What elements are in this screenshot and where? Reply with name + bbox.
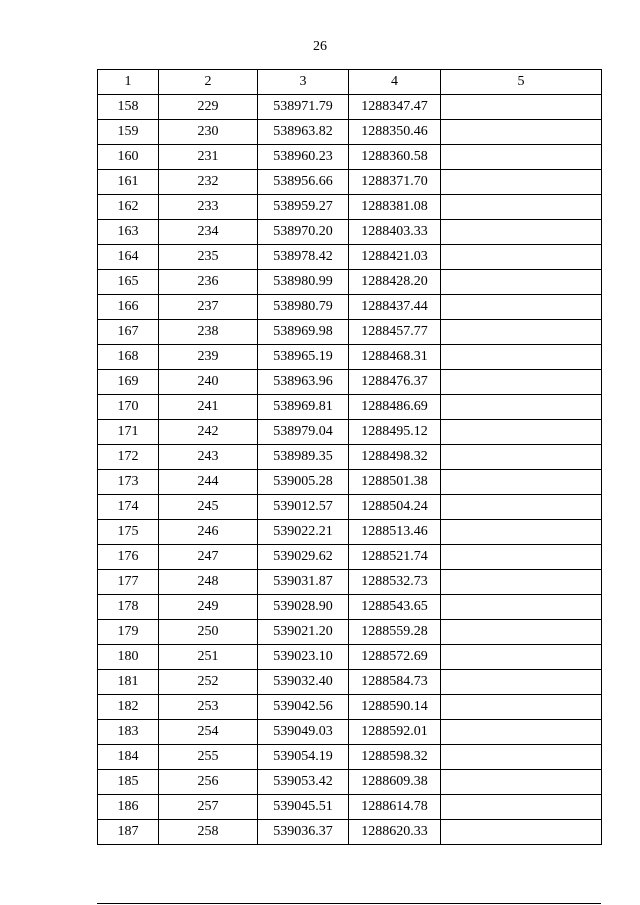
table-cell	[441, 345, 602, 370]
table-cell	[441, 620, 602, 645]
table-cell: 1288614.78	[349, 795, 441, 820]
table-cell: 539029.62	[258, 545, 349, 570]
table-cell: 248	[159, 570, 258, 595]
column-header: 2	[159, 70, 258, 95]
table-cell: 539045.51	[258, 795, 349, 820]
table-cell: 1288620.33	[349, 820, 441, 845]
table-cell: 1288504.24	[349, 495, 441, 520]
table-row	[98, 620, 602, 645]
table-cell	[441, 570, 602, 595]
table-cell: 1288543.65	[349, 595, 441, 620]
table-row	[98, 295, 602, 320]
table-cell	[441, 195, 602, 220]
table-cell: 1288421.03	[349, 245, 441, 270]
table-cell: 1288584.73	[349, 670, 441, 695]
table-cell	[441, 295, 602, 320]
table-cell: 538980.99	[258, 270, 349, 295]
table-cell: 177	[98, 570, 159, 595]
table-cell: 1288559.28	[349, 620, 441, 645]
table-cell: 538978.42	[258, 245, 349, 270]
table-cell: 243	[159, 445, 258, 470]
table-cell: 539032.40	[258, 670, 349, 695]
table-cell: 1288468.31	[349, 345, 441, 370]
table-cell: 241	[159, 395, 258, 420]
table-cell	[441, 720, 602, 745]
column-header: 4	[349, 70, 441, 95]
table-cell: 1288495.12	[349, 420, 441, 445]
table-row	[98, 145, 602, 170]
table-cell: 240	[159, 370, 258, 395]
table-row	[98, 795, 602, 820]
table-row	[98, 270, 602, 295]
table-row	[98, 95, 602, 120]
table-cell: 539023.10	[258, 645, 349, 670]
table-cell: 183	[98, 720, 159, 745]
table-row	[98, 220, 602, 245]
table-cell	[441, 670, 602, 695]
table-cell: 539005.28	[258, 470, 349, 495]
table-cell: 163	[98, 220, 159, 245]
table-body	[98, 95, 602, 845]
table-cell: 1288521.74	[349, 545, 441, 570]
table-cell: 237	[159, 295, 258, 320]
table-cell: 1288403.33	[349, 220, 441, 245]
table-row	[98, 820, 602, 845]
table-cell	[441, 220, 602, 245]
table-row	[98, 470, 602, 495]
column-header: 1	[98, 70, 159, 95]
table-cell	[441, 495, 602, 520]
table-cell: 232	[159, 170, 258, 195]
table-row	[98, 545, 602, 570]
table-cell: 1288350.46	[349, 120, 441, 145]
table-cell	[441, 445, 602, 470]
table-cell: 179	[98, 620, 159, 645]
table-cell: 1288381.08	[349, 195, 441, 220]
table-cell	[441, 545, 602, 570]
table-cell: 254	[159, 720, 258, 745]
table-cell: 239	[159, 345, 258, 370]
table-cell: 181	[98, 670, 159, 695]
table-row	[98, 745, 602, 770]
page-number: 26	[313, 39, 327, 54]
table-row	[98, 320, 602, 345]
table-cell: 168	[98, 345, 159, 370]
table-cell: 1288437.44	[349, 295, 441, 320]
table-cell: 180	[98, 645, 159, 670]
table-row	[98, 770, 602, 795]
table-cell: 256	[159, 770, 258, 795]
table-cell: 173	[98, 470, 159, 495]
table-cell: 1288486.69	[349, 395, 441, 420]
column-header: 3	[258, 70, 349, 95]
table-cell: 161	[98, 170, 159, 195]
table-cell: 170	[98, 395, 159, 420]
column-header: 5	[441, 70, 602, 95]
table-cell: 234	[159, 220, 258, 245]
table-cell: 1288590.14	[349, 695, 441, 720]
table-cell: 538989.35	[258, 445, 349, 470]
table-cell: 167	[98, 320, 159, 345]
table-cell: 539036.37	[258, 820, 349, 845]
table-cell: 1288513.46	[349, 520, 441, 545]
table-cell	[441, 470, 602, 495]
table-cell	[441, 120, 602, 145]
table-cell: 539012.57	[258, 495, 349, 520]
table-cell: 229	[159, 95, 258, 120]
table-row	[98, 120, 602, 145]
table-cell	[441, 645, 602, 670]
table-cell: 247	[159, 545, 258, 570]
table-row	[98, 345, 602, 370]
table-cell: 538963.96	[258, 370, 349, 395]
table-cell: 538971.79	[258, 95, 349, 120]
table-cell: 182	[98, 695, 159, 720]
table-cell	[441, 820, 602, 845]
table-cell: 538965.19	[258, 345, 349, 370]
table-row	[98, 170, 602, 195]
table-cell: 539021.20	[258, 620, 349, 645]
table-cell: 236	[159, 270, 258, 295]
table-cell: 230	[159, 120, 258, 145]
table-cell: 249	[159, 595, 258, 620]
table-cell	[441, 270, 602, 295]
table-cell: 245	[159, 495, 258, 520]
table-cell: 538960.23	[258, 145, 349, 170]
table-cell: 539028.90	[258, 595, 349, 620]
table-cell: 1288598.32	[349, 745, 441, 770]
table-cell: 258	[159, 820, 258, 845]
table-cell: 159	[98, 120, 159, 145]
table-cell: 164	[98, 245, 159, 270]
table-cell	[441, 745, 602, 770]
table-cell: 1288457.77	[349, 320, 441, 345]
table-cell	[441, 520, 602, 545]
table-cell: 169	[98, 370, 159, 395]
table-cell: 538980.79	[258, 295, 349, 320]
table-cell: 165	[98, 270, 159, 295]
table-cell: 257	[159, 795, 258, 820]
table-cell	[441, 95, 602, 120]
table-row	[98, 645, 602, 670]
table-cell: 162	[98, 195, 159, 220]
table-cell: 253	[159, 695, 258, 720]
table-cell: 166	[98, 295, 159, 320]
table-cell: 158	[98, 95, 159, 120]
table-cell	[441, 795, 602, 820]
table-cell: 538969.81	[258, 395, 349, 420]
table-cell: 172	[98, 445, 159, 470]
table-cell: 176	[98, 545, 159, 570]
table-cell: 233	[159, 195, 258, 220]
table-cell: 1288428.20	[349, 270, 441, 295]
table-cell: 538979.04	[258, 420, 349, 445]
table-cell: 1288347.47	[349, 95, 441, 120]
table-cell	[441, 170, 602, 195]
table-cell	[441, 420, 602, 445]
table-row	[98, 245, 602, 270]
table-row	[98, 520, 602, 545]
table-cell: 238	[159, 320, 258, 345]
table-cell: 1288532.73	[349, 570, 441, 595]
table-cell	[441, 695, 602, 720]
table-cell: 538969.98	[258, 320, 349, 345]
footer-rule	[97, 903, 601, 904]
table-row	[98, 445, 602, 470]
coordinates-table	[97, 69, 602, 845]
table-cell	[441, 770, 602, 795]
table-cell: 539054.19	[258, 745, 349, 770]
table-row	[98, 370, 602, 395]
table-cell: 539049.03	[258, 720, 349, 745]
table-cell: 186	[98, 795, 159, 820]
table-cell	[441, 370, 602, 395]
table-cell: 171	[98, 420, 159, 445]
table-cell: 246	[159, 520, 258, 545]
table-cell: 251	[159, 645, 258, 670]
table-cell: 539031.87	[258, 570, 349, 595]
table-row	[98, 570, 602, 595]
table-cell: 250	[159, 620, 258, 645]
table-cell	[441, 395, 602, 420]
table-cell: 1288476.37	[349, 370, 441, 395]
table-cell: 1288592.01	[349, 720, 441, 745]
table-cell: 539022.21	[258, 520, 349, 545]
table-cell: 187	[98, 820, 159, 845]
table-cell: 1288501.38	[349, 470, 441, 495]
table-cell: 244	[159, 470, 258, 495]
table-cell: 175	[98, 520, 159, 545]
table-cell: 255	[159, 745, 258, 770]
table-cell: 1288572.69	[349, 645, 441, 670]
table-cell: 538959.27	[258, 195, 349, 220]
table-row	[98, 670, 602, 695]
table-row	[98, 395, 602, 420]
table-row	[98, 595, 602, 620]
table-row	[98, 720, 602, 745]
table-cell: 242	[159, 420, 258, 445]
table-cell: 235	[159, 245, 258, 270]
table-cell: 538956.66	[258, 170, 349, 195]
table-cell: 184	[98, 745, 159, 770]
table-cell: 185	[98, 770, 159, 795]
table-cell	[441, 145, 602, 170]
table-cell	[441, 245, 602, 270]
table-row	[98, 420, 602, 445]
table-cell: 1288371.70	[349, 170, 441, 195]
table-cell: 1288360.58	[349, 145, 441, 170]
table-cell: 160	[98, 145, 159, 170]
table-row	[98, 195, 602, 220]
table-cell: 538963.82	[258, 120, 349, 145]
table-cell: 1288609.38	[349, 770, 441, 795]
table-header-row	[98, 70, 602, 95]
table-cell: 1288498.32	[349, 445, 441, 470]
table-cell: 539042.56	[258, 695, 349, 720]
table-cell	[441, 595, 602, 620]
table-cell: 231	[159, 145, 258, 170]
table-cell: 174	[98, 495, 159, 520]
table-cell: 539053.42	[258, 770, 349, 795]
table-row	[98, 695, 602, 720]
table-cell	[441, 320, 602, 345]
table-cell: 538970.20	[258, 220, 349, 245]
table-cell: 252	[159, 670, 258, 695]
table-cell: 178	[98, 595, 159, 620]
table-row	[98, 495, 602, 520]
